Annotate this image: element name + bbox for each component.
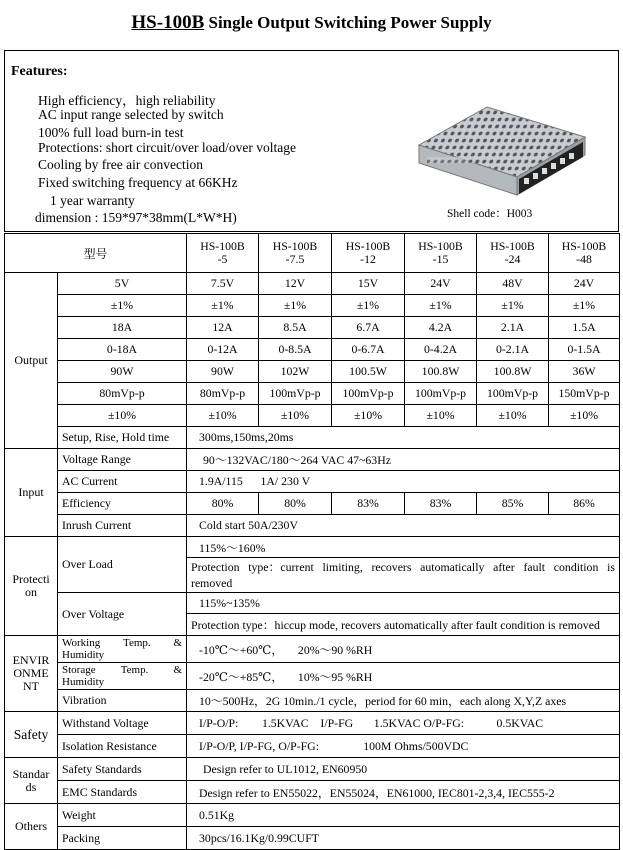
efficiency-label: Efficiency xyxy=(58,493,187,515)
output-cell: 90W xyxy=(187,361,259,383)
efficiency-cell: 80% xyxy=(259,493,332,515)
storage-temp-label: Storage Temp. & Humidity xyxy=(58,663,187,690)
vibration-value: 10～500Hz，2G 10min./1 cycle，period for 60 min，each along X,Y,Z axes xyxy=(187,690,620,712)
safety-standards-label: Safety Standards xyxy=(58,758,187,781)
output-cell: 0-8.5A xyxy=(259,339,332,361)
output-cell: ±10% xyxy=(332,405,405,427)
setup-value: 300ms,150ms,20ms xyxy=(187,427,620,449)
output-cell: 150mVp-p xyxy=(549,383,620,405)
output-cell: ±10% xyxy=(187,405,259,427)
output-cell: 100mVp-p xyxy=(332,383,405,405)
inrush-value: Cold start 50A/230V xyxy=(187,515,620,537)
voltage-range-label: Voltage Range xyxy=(58,449,187,471)
output-cell: ±1% xyxy=(549,295,620,317)
safety-standards-value: Design refer to UL1012, EN60950 xyxy=(187,758,620,781)
output-cell: 8.5A xyxy=(259,317,332,339)
output-cell: 1.5A xyxy=(549,317,620,339)
output-cell: ±1% xyxy=(405,295,477,317)
feature-line: Cooling by free air convection xyxy=(38,157,203,172)
output-cell: ±10% xyxy=(405,405,477,427)
safety-label: Safety xyxy=(5,712,58,758)
output-cell: 12A xyxy=(187,317,259,339)
packing-value: 30pcs/16.1Kg/0.99CUFT xyxy=(187,827,620,850)
output-cell: 100.8W xyxy=(477,361,549,383)
model-header: HS-100B -12 xyxy=(332,234,405,273)
output-cell: 100mVp-p xyxy=(259,383,332,405)
output-cell: ±1% xyxy=(259,295,332,317)
voltage-range-value: 90～132VAC/180～264 VAC 47~63Hz xyxy=(187,449,620,471)
efficiency-cell: 80% xyxy=(187,493,259,515)
output-cell: 24V xyxy=(549,273,620,295)
output-cell: ±10% xyxy=(259,405,332,427)
model-header: HS-100B -7.5 xyxy=(259,234,332,273)
overload-label: Over Load xyxy=(58,537,187,593)
model-header: HS-100B -5 xyxy=(187,234,259,273)
output-cell: 0-1.5A xyxy=(549,339,620,361)
output-cell: 0-12A xyxy=(187,339,259,361)
feature-line: 100% full load burn-in test xyxy=(38,125,184,140)
weight-label: Weight xyxy=(58,804,187,827)
input-label: Input xyxy=(5,449,58,537)
others-label: Others xyxy=(5,804,58,850)
overvoltage-description: Protection type：hiccup mode, recovers automatically after fault condition is removed xyxy=(187,614,620,636)
output-cell: ±10% xyxy=(58,405,187,427)
feature-line: Fixed switching frequency at 66KHz xyxy=(38,175,238,190)
isolation-label: Isolation Resistance xyxy=(58,735,187,758)
features-box xyxy=(4,50,619,232)
output-cell: ±10% xyxy=(549,405,620,427)
isolation-value: I/P-O/P, I/P-FG, O/P-FG: 100M Ohms/500VDC xyxy=(187,735,620,758)
output-cell: 5V xyxy=(58,273,187,295)
output-cell: ±1% xyxy=(187,295,259,317)
output-cell: 2.1A xyxy=(477,317,549,339)
packing-label: Packing xyxy=(58,827,187,850)
ac-current-value: 1.9A/115 1A/ 230 V xyxy=(187,471,620,493)
title-model: HS-100B xyxy=(131,12,205,33)
overload-range: 115%～160% xyxy=(187,537,620,558)
efficiency-cell: 85% xyxy=(477,493,549,515)
title-text: Single Output Switching Power Supply xyxy=(204,13,492,32)
weight-value: 0.51Kg xyxy=(187,804,620,827)
feature-line: dimension : 159*97*38mm(L*W*H) xyxy=(35,210,237,225)
withstand-value: I/P-O/P: 1.5KVAC I/P-FG 1.5KVAC O/P-FG: 0.5KVAC xyxy=(187,712,620,735)
output-cell: ±1% xyxy=(332,295,405,317)
output-cell: 80mVp-p xyxy=(58,383,187,405)
efficiency-cell: 86% xyxy=(549,493,620,515)
working-temp-value: -10℃～+60℃， 20%～90 %RH xyxy=(187,636,620,663)
output-cell: 7.5V xyxy=(187,273,259,295)
output-cell: 100mVp-p xyxy=(477,383,549,405)
efficiency-cell: 83% xyxy=(332,493,405,515)
output-cell: 100mVp-p xyxy=(405,383,477,405)
overvoltage-range: 115%~135% xyxy=(187,593,620,614)
overload-description: Protection type：current limiting, recovers automatically after fault condition is removed xyxy=(187,558,620,593)
environment-label: ENVIR ONME NT xyxy=(5,636,58,712)
efficiency-cell: 83% xyxy=(405,493,477,515)
working-temp-label: Working Temp. & Humidity xyxy=(58,636,187,663)
document-title xyxy=(0,12,623,34)
output-cell: ±1% xyxy=(58,295,187,317)
shell-code: Shell code：H003 xyxy=(447,208,533,220)
power-supply-photo xyxy=(407,95,597,200)
overvoltage-label: Over Voltage xyxy=(58,593,187,636)
standards-label: Standar ds xyxy=(5,758,58,804)
output-cell: 18A xyxy=(58,317,187,339)
output-cell: 6.7A xyxy=(332,317,405,339)
output-cell: 90W xyxy=(58,361,187,383)
output-cell: 4.2A xyxy=(405,317,477,339)
output-cell: 48V xyxy=(477,273,549,295)
output-cell: ±10% xyxy=(477,405,549,427)
feature-line: Protections: short circuit/over load/over voltage xyxy=(38,140,296,155)
protection-label: Protecti on xyxy=(5,537,58,636)
feature-line: 1 year warranty xyxy=(50,193,135,208)
spec-table xyxy=(4,233,620,850)
model-header: HS-100B -24 xyxy=(477,234,549,273)
feature-line: High efficiency，high reliability xyxy=(38,93,216,108)
output-cell: ±1% xyxy=(477,295,549,317)
vibration-label: Vibration xyxy=(58,690,187,712)
storage-temp-value: -20℃～+85℃， 10%～95 %RH xyxy=(187,663,620,690)
output-cell: 102W xyxy=(259,361,332,383)
output-cell: 15V xyxy=(332,273,405,295)
output-cell: 0-6.7A xyxy=(332,339,405,361)
setup-label: Setup, Rise, Hold time xyxy=(58,427,187,449)
features-heading: Features: xyxy=(11,64,68,79)
emc-standards-label: EMC Standards xyxy=(58,781,187,804)
emc-standards-value: Design refer to EN55022，EN55024，EN61000, IEC801-2,3,4, IEC555-2 xyxy=(187,781,620,804)
output-cell: 0-4.2A xyxy=(405,339,477,361)
output-cell: 80mVp-p xyxy=(187,383,259,405)
output-cell: 36W xyxy=(549,361,620,383)
feature-line: AC input range selected by switch xyxy=(38,107,224,122)
model-header: HS-100B -48 xyxy=(549,234,620,273)
output-cell: 0-2.1A xyxy=(477,339,549,361)
output-cell: 0-18A xyxy=(58,339,187,361)
output-cell: 100.8W xyxy=(405,361,477,383)
ac-current-label: AC Current xyxy=(58,471,187,493)
inrush-label: Inrush Current xyxy=(58,515,187,537)
output-cell: 24V xyxy=(405,273,477,295)
output-cell: 100.5W xyxy=(332,361,405,383)
model-header: HS-100B -15 xyxy=(405,234,477,273)
model-label: 型号 xyxy=(5,234,187,273)
output-label: Output xyxy=(5,273,58,449)
withstand-label: Withstand Voltage xyxy=(58,712,187,735)
output-cell: 12V xyxy=(259,273,332,295)
